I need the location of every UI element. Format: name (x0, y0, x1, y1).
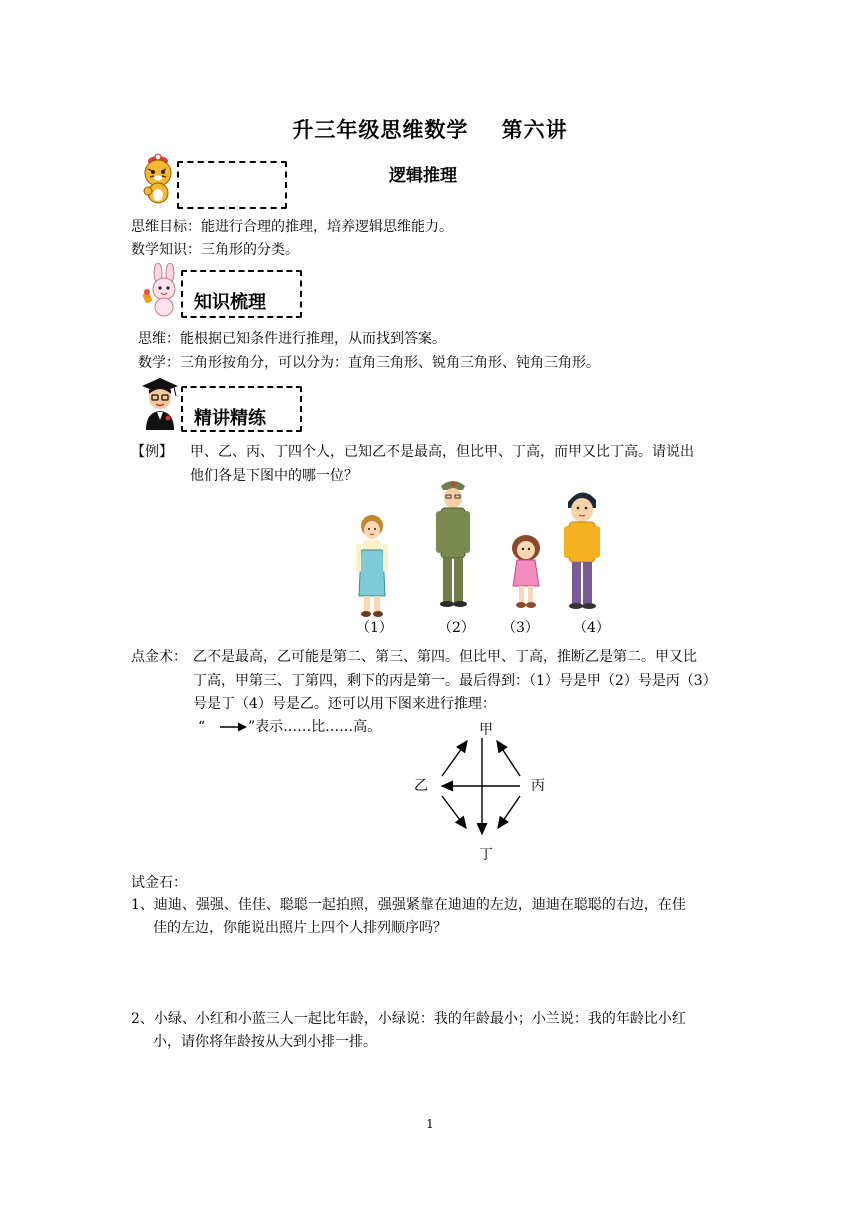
legend-arrow-icon (218, 721, 248, 733)
solution-line1: 乙不是最高，乙可能是第二、第三、第四。但比甲、丁高，推断乙是第二。甲又比 (193, 649, 697, 665)
diagram-node-ding: 丁 (479, 847, 493, 863)
exercise-q1-line2: 佳的左边，你能说出照片上四个人排列顺序吗？ (153, 920, 447, 936)
knowledge-line-thinking: 思维：能根据已知条件进行推理，从而找到答案。 (138, 331, 446, 347)
diagram-node-jia: 甲 (479, 722, 493, 738)
practice-heading: 精讲精练 (194, 408, 266, 429)
example-question-line2: 他们各是下图中的哪一位？ (190, 468, 358, 484)
objectives-dashed-box (177, 161, 287, 209)
figure-4-boy-icon (562, 486, 602, 612)
legend-open-quote: “ (198, 719, 206, 735)
figure-2-old-man-icon (433, 476, 473, 610)
example-tag: 【例】 (131, 444, 173, 460)
figure-label-3: （3） (502, 620, 539, 636)
lesson-subtitle: 逻辑推理 (389, 166, 457, 186)
knowledge-heading: 知识梳理 (194, 292, 266, 313)
figure-label-1: （1） (356, 620, 393, 636)
knowledge-line-math: 数学：三角形按角分，可以分为：直角三角形、锐角三角形、钝角三角形。 (138, 355, 600, 371)
arrow-yi-to-ding (442, 796, 466, 828)
math-knowledge: 数学知识：三角形的分类。 (131, 242, 299, 258)
exercise-q2-line1: 2、小绿、小红和小蓝三人一起比年龄，小绿说：我的年龄最小；小兰说：我的年龄比小红 (131, 1011, 686, 1027)
solution-line2: 丁高，甲第三、丁第四，剩下的丙是第一。最后得到：（1）号是甲（2）号是丙（3） (193, 673, 717, 689)
figure-1-woman-icon (350, 514, 394, 618)
example-question-line1: 甲、乙、丙、丁四个人，已知乙不是最高，但比甲、丁高，而甲又比丁高。请说出 (190, 444, 694, 460)
page-title: 升三年级思维数学 第六讲 (292, 117, 568, 142)
figure-label-2: （2） (438, 620, 475, 636)
page-number: 1 (426, 1117, 434, 1131)
thinking-goal: 思维目标：能进行合理的推理，培养逻辑思维能力。 (131, 219, 453, 235)
solution-tag: 点金术： (131, 649, 187, 665)
figure-3-girl-icon (504, 532, 548, 612)
diagram-node-yi: 乙 (414, 778, 428, 794)
legend-text: ”表示……比……高。 (248, 719, 382, 735)
arrow-yi-to-jia (442, 741, 467, 776)
arrow-bing-to-ding (498, 796, 520, 828)
tiger-mascot-icon (136, 153, 180, 205)
diagram-node-bing: 丙 (531, 778, 545, 794)
graduate-mascot-icon (138, 376, 182, 432)
rabbit-mascot-icon (140, 263, 186, 317)
solution-line3: 号是丁（4）号是乙。还可以用下图来进行推理： (193, 696, 496, 712)
exercise-q1-line1: 1、迪迪、强强、佳佳、聪聪一起拍照，强强紧靠在迪迪的左边，迪迪在聪聪的右边，在佳 (131, 897, 686, 913)
figure-label-4: （4） (573, 620, 610, 636)
exercise-q2-line2: 小，请你将年龄按从大到小排一排。 (153, 1034, 377, 1050)
exercise-heading: 试金石： (131, 875, 187, 891)
arrow-bing-to-jia (497, 741, 520, 776)
